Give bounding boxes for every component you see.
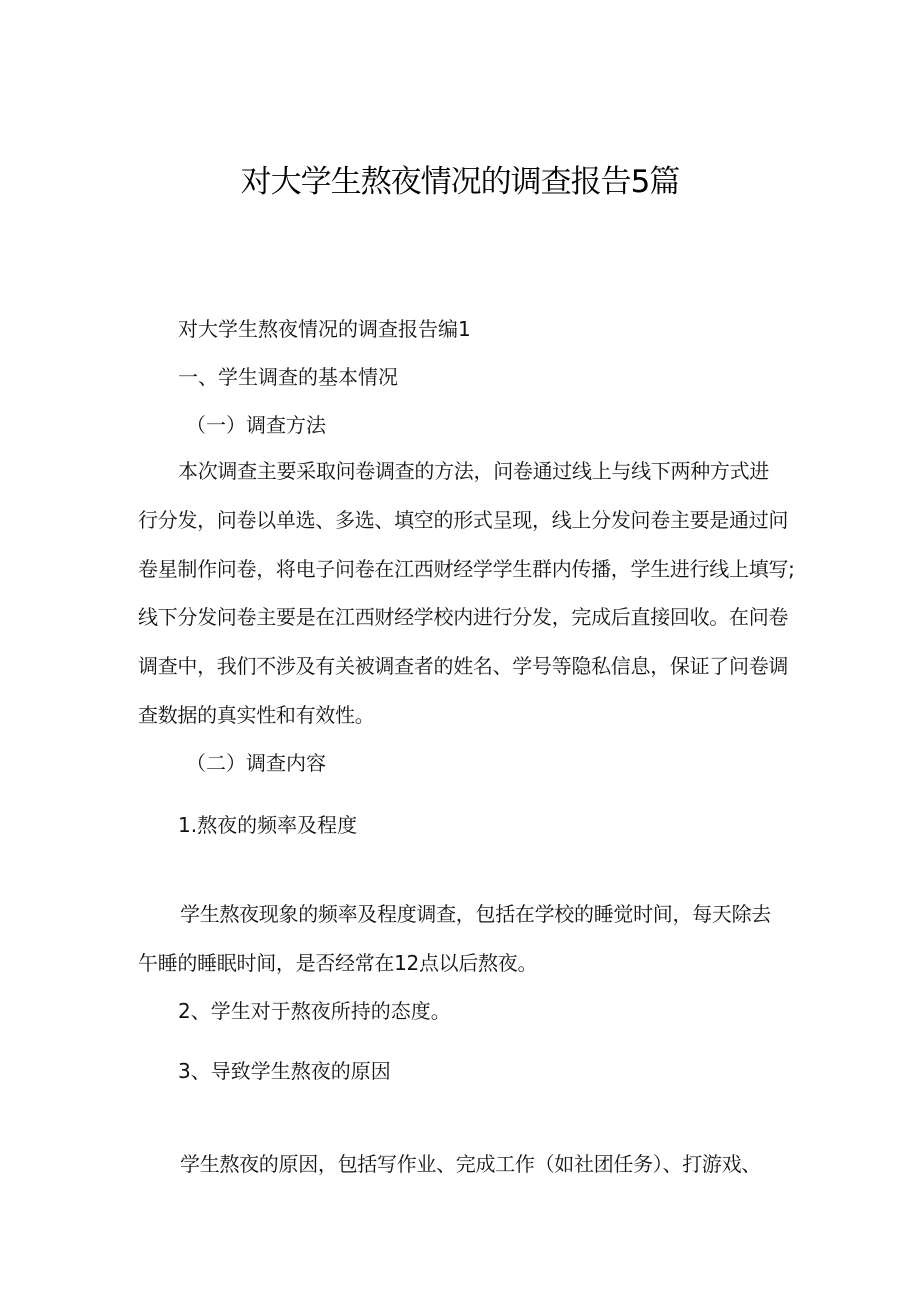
paragraph-frequency-line: 午睡的睡眠时间，是否经常在12点以后熬夜。: [138, 951, 538, 975]
item-frequency: 1.熬夜的频率及程度: [178, 813, 358, 837]
paragraph-causes-line: 学生熬夜的原因，包括写作业、完成工作（如社团任务）、打游戏、: [180, 1152, 761, 1176]
subsection-heading-method: （一）调查方法: [186, 413, 326, 437]
item-causes: 3、导致学生熬夜的原因: [178, 1059, 391, 1083]
paragraph-method-line: 线下分发问卷主要是在江西财经学校内进行分发，完成后直接回收。在问卷: [138, 605, 789, 629]
paragraph-method-line: 行分发，问卷以单选、多选、填空的形式呈现，线上分发问卷主要是通过问: [138, 508, 789, 532]
paragraph-method-line: 卷星制作问卷，将电子问卷在江西财经学学生群内传播，学生进行线上填写;: [138, 557, 795, 581]
document-title: 对大学生熬夜情况的调查报告5篇: [240, 164, 680, 200]
paragraph-method-line: 调查中，我们不涉及有关被调查者的姓名、学号等隐私信息，保证了问卷调: [138, 654, 789, 678]
report-subtitle: 对大学生熬夜情况的调查报告编1: [178, 317, 471, 341]
subsection-heading-content: （二）调查内容: [186, 751, 326, 775]
paragraph-method-line: 查数据的真实性和有效性。: [138, 703, 375, 727]
item-attitude: 2、学生对于熬夜所持的态度。: [178, 999, 451, 1023]
paragraph-frequency-line: 学生熬夜现象的频率及程度调查，包括在学校的睡觉时间，每天除去: [180, 902, 771, 926]
section-heading-basic-situation: 一、学生调查的基本情况: [178, 365, 398, 389]
paragraph-method-line: 本次调查主要采取问卷调查的方法，问卷通过线上与线下两种方式进: [178, 459, 769, 483]
